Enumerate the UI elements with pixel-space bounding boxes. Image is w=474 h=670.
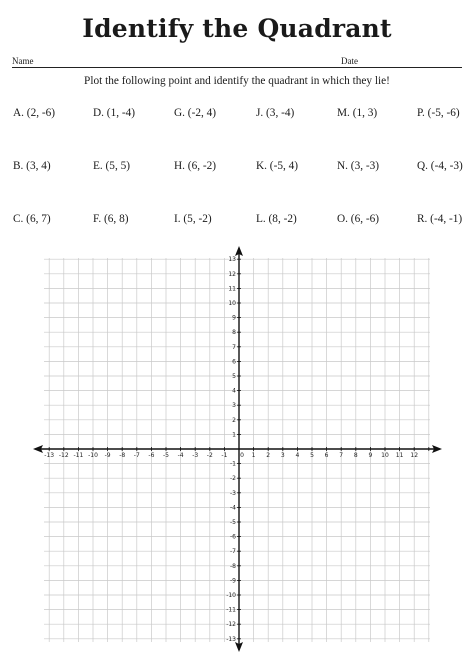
y-tick-label: -7 xyxy=(230,548,236,556)
y-tick-label: -5 xyxy=(230,519,236,526)
problem-item: A. (2, -6) xyxy=(13,107,56,119)
worksheet-title: Identify the Quadrant xyxy=(82,14,392,43)
problem-item: J. (3, -4) xyxy=(256,107,295,119)
y-tick-label: 5 xyxy=(232,373,236,380)
x-tick-label: 3 xyxy=(280,452,285,459)
x-tick-label: -6 xyxy=(148,452,155,459)
axes xyxy=(33,246,442,652)
x-tick-label: -12 xyxy=(58,452,69,459)
y-tick-label: -6 xyxy=(230,533,236,541)
instructions: Plot the following point and identify the quadrant in which they lie! xyxy=(84,75,390,87)
problem-item: N. (3, -3) xyxy=(337,160,380,172)
x-tick-label: -1 xyxy=(221,452,228,459)
x-tick-label: 5 xyxy=(310,452,314,459)
x-tick-label: 10 xyxy=(381,452,389,459)
problem-item: E. (5, 5) xyxy=(93,160,131,172)
problem-item: O. (6, -6) xyxy=(337,213,380,225)
x-tick-label: -11 xyxy=(73,452,84,459)
problem-item: Q. (-4, -3) xyxy=(417,160,463,172)
y-tick-label: -3 xyxy=(230,489,236,497)
x-tick-label: -5 xyxy=(163,452,169,459)
problem-item: P. (-5, -6) xyxy=(417,107,460,119)
problem-item: F. (6, 8) xyxy=(93,213,129,225)
name-label: Name xyxy=(12,56,34,66)
x-tick-label: 0 xyxy=(240,452,244,459)
y-tick-label: -11 xyxy=(226,606,236,614)
y-tick-label: 7 xyxy=(232,343,236,351)
y-tick-label: 9 xyxy=(232,314,236,322)
problem-item: R. (-4, -1) xyxy=(417,213,463,225)
x-tick-label: 8 xyxy=(353,452,358,459)
x-tick-label: -10 xyxy=(88,452,98,459)
x-tick-label: 1 xyxy=(251,452,256,459)
y-tick-label: 8 xyxy=(232,329,236,337)
x-tick-label: 7 xyxy=(339,452,344,459)
y-tick-label: 11 xyxy=(228,285,236,293)
x-tick-label: -13 xyxy=(44,452,55,459)
y-tick-label: -8 xyxy=(230,562,236,570)
x-tick-label: -2 xyxy=(206,452,213,459)
y-tick-label: 3 xyxy=(232,402,236,410)
y-tick-label: 10 xyxy=(228,300,236,307)
problem-item: K. (-5, 4) xyxy=(256,160,299,172)
grid-lines xyxy=(44,258,430,642)
y-tick-label: 12 xyxy=(228,270,236,278)
y-tick-label: -1 xyxy=(230,460,236,468)
x-tick-label: -8 xyxy=(119,452,126,459)
problem-item: D. (1, -4) xyxy=(93,107,136,119)
y-tick-label: -10 xyxy=(226,592,236,599)
y-tick-label: -12 xyxy=(226,621,236,629)
y-tick-label: 1 xyxy=(232,431,236,439)
x-tick-label: 9 xyxy=(368,452,373,459)
date-label: Date xyxy=(341,56,358,66)
y-tick-label: 4 xyxy=(232,387,236,395)
y-tick-label: 6 xyxy=(232,358,236,366)
x-tick-label: 12 xyxy=(410,452,419,459)
y-tick-label: -9 xyxy=(230,577,236,585)
problem-item: H. (6, -2) xyxy=(174,160,217,172)
x-tick-label: 4 xyxy=(295,452,300,459)
x-tick-label: 6 xyxy=(324,452,329,459)
x-tick-label: -9 xyxy=(104,452,111,459)
y-tick-label: -2 xyxy=(230,475,236,483)
y-tick-label: 2 xyxy=(232,416,236,424)
problem-item: I. (5, -2) xyxy=(174,213,212,225)
x-tick-label: 2 xyxy=(266,452,271,459)
x-tick-label: -3 xyxy=(192,452,199,459)
x-tick-labels xyxy=(44,452,418,459)
problem-item: L. (8, -2) xyxy=(256,213,297,225)
problem-item: M. (1, 3) xyxy=(337,107,378,119)
problem-item: B. (3, 4) xyxy=(13,160,51,172)
problem-item: C. (6, 7) xyxy=(13,213,51,225)
x-tick-label: 11 xyxy=(395,452,404,459)
y-tick-label: 13 xyxy=(228,256,236,264)
x-tick-label: -7 xyxy=(133,452,140,459)
y-tick-label: -13 xyxy=(226,635,236,643)
problem-item: G. (-2, 4) xyxy=(174,107,217,119)
y-tick-label: -4 xyxy=(230,504,236,512)
x-tick-label: -4 xyxy=(177,452,184,459)
